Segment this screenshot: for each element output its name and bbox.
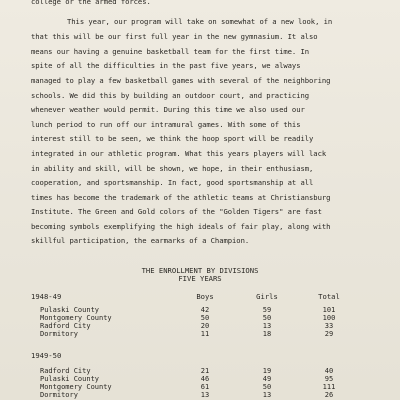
row-boys: 42: [200, 306, 210, 314]
row-girls: 59: [262, 306, 272, 314]
row-boys: 61: [200, 383, 210, 391]
row-girls: 13: [262, 322, 272, 330]
row-boys: 21: [200, 367, 210, 375]
text-line: times has become the trademark of the athletic teams at Christiansburg: [31, 193, 331, 202]
row-girls: 50: [262, 314, 272, 322]
text-line: whenever weather would permit. During this time we also used our: [31, 105, 305, 114]
text-line: lunch period to run off our intramural games. With some of this: [31, 120, 301, 129]
enrollment-title: THE ENROLLMENT BY DIVISIONS: [141, 266, 259, 275]
text-line: interest still to be seen, we think the hoop sport will be readily: [31, 134, 314, 143]
row-total: 95: [324, 375, 334, 383]
row-name: Dormitory: [40, 330, 78, 338]
row-total: 26: [324, 391, 334, 399]
text-line: that this will be our first full year in the new gymnasium. It also: [31, 32, 318, 41]
row-boys: 50: [200, 314, 210, 322]
row-name: Montgomery County: [40, 383, 112, 391]
row-girls: 19: [262, 367, 272, 375]
text-line: means our having a genuine basketball team for the first time. In: [31, 47, 310, 56]
column-header-boys: Boys: [196, 292, 214, 301]
row-boys: 20: [200, 322, 210, 330]
table-row: [0, 391, 400, 400]
row-boys: 13: [200, 391, 210, 399]
row-total: 40: [324, 367, 334, 375]
text-line: spite of all the difficulties in the past five years, we always: [31, 61, 301, 70]
year-label: 1948-49: [31, 292, 62, 301]
row-name: Dormitory: [40, 391, 78, 399]
row-boys: 11: [200, 330, 210, 338]
text-line: This year, our program will take on somewhat of a new look, in: [67, 17, 333, 26]
column-header-total: Total: [318, 292, 340, 301]
enrollment-subtitle: FIVE YEARS: [178, 274, 222, 283]
text-line: integrated in our athletic program. What this years players will lack: [31, 149, 327, 158]
text-line: skillful participation, the earmarks of a Champion.: [31, 236, 250, 245]
row-name: Pulaski County: [40, 306, 100, 314]
row-total: 100: [322, 314, 336, 322]
row-name: Montgomery County: [40, 314, 112, 322]
row-girls: 49: [262, 375, 272, 383]
text-line: managed to play a few basketball games with several of the neighboring: [31, 76, 331, 85]
text-line: in ability and skill, will be shown, we hope, in their enthusiasm,: [31, 164, 314, 173]
row-name: Pulaski County: [40, 375, 100, 383]
text-line: cooperation, and sportsmanship. In fact, good sportsmanship at all: [31, 178, 314, 187]
row-name: Radford City: [40, 367, 91, 375]
table-row: [0, 330, 400, 339]
text-line: Institute. The Green and Gold colors of the "Golden Tigers" are fast: [31, 207, 322, 216]
row-total: 111: [322, 383, 336, 391]
row-total: 101: [322, 306, 336, 314]
row-girls: 18: [262, 330, 272, 338]
year-label: 1949-50: [31, 351, 62, 360]
row-total: 29: [324, 330, 334, 338]
text-line: college or the armed forces.: [31, 0, 151, 6]
row-girls: 13: [262, 391, 272, 399]
row-total: 33: [324, 322, 334, 330]
text-line: becoming symbols exemplifying the high ideals of fair play, along with: [31, 222, 331, 231]
row-boys: 46: [200, 375, 210, 383]
text-line: schools. We did this by building an outdoor court, and practicing: [31, 91, 310, 100]
row-girls: 50: [262, 383, 272, 391]
row-name: Radford City: [40, 322, 91, 330]
column-header-girls: Girls: [256, 292, 278, 301]
